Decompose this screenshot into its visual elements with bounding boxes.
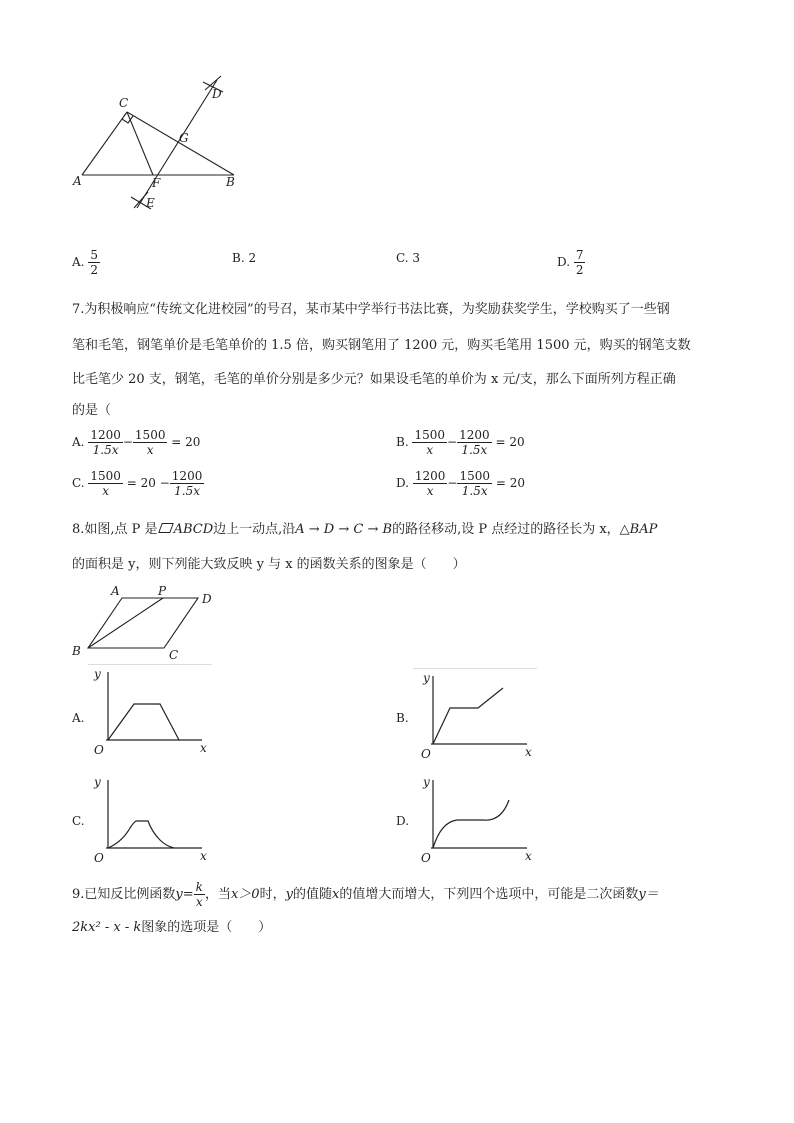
function-curve: [108, 704, 179, 740]
q8-option-a-label[interactable]: A.: [72, 711, 85, 725]
q8-line-2: 的面积是 y，则下列能大致反映 y 与 x 的函数关系的图象是（ ）: [72, 557, 466, 572]
q6-option-a[interactable]: [72, 248, 100, 277]
x-axis-label: x: [525, 849, 532, 863]
point-label-d: D: [212, 87, 222, 101]
y-axis-label: y: [94, 775, 101, 789]
option-fraction: $\frac{7}{2}$: [575, 248, 584, 277]
q8-option-b-label[interactable]: B.: [396, 711, 409, 725]
q7-line-2: 笔和毛笔，钢笔单价是毛笔单价的 1.5 倍，购买钢笔用了 1200 元，购买毛笔用 1500 元，购买的钢笔支数: [72, 338, 691, 353]
y-axis-label: y: [423, 671, 430, 685]
origin-label: O: [421, 851, 431, 864]
segment-bp: [88, 598, 163, 648]
fraction-2: $\frac{1500}{x}$: [134, 428, 166, 457]
q8-line-1: 8.如图,点 P 是 ABCD边上一动点,沿A → D → C → B的路径移动,设 P 点经过的路径长为 x，△BAP: [72, 522, 658, 537]
function-curve: [108, 821, 174, 848]
function-curve: [433, 688, 503, 744]
parallelogram-abcd: [88, 598, 198, 648]
q6-option-d[interactable]: [557, 248, 585, 277]
q9-line-2: 2kx² - x - k图象的选项是（ ）: [72, 920, 272, 935]
function-curve: [433, 800, 509, 848]
fraction-1: $\frac{1200}{x}$: [414, 469, 446, 498]
q8-option-b-graph[interactable]: [413, 668, 541, 760]
origin-label: O: [421, 747, 431, 760]
point-label-d: D: [202, 592, 212, 606]
point-label-e: E: [146, 196, 155, 210]
q8-option-d-label[interactable]: D.: [396, 814, 410, 828]
point-label-p: P: [158, 584, 167, 598]
option-letter: C.: [72, 476, 85, 490]
segment-cf: [127, 112, 153, 175]
fraction-2: $\frac{1200}{1.5x}$: [171, 469, 203, 498]
option-letter: D.: [557, 255, 571, 269]
q8-option-d-graph[interactable]: [413, 770, 541, 864]
point-label-f: F: [152, 176, 161, 190]
q6-option-b[interactable]: [232, 249, 256, 267]
geometry-figure: [60, 68, 260, 218]
option-letter: D.: [396, 476, 410, 490]
option-letter: B.: [232, 251, 245, 265]
point-label-c: C: [169, 648, 179, 662]
q7-option-a[interactable]: A. $\frac{1200}{1.5x}$ − $\frac{1500}{x}$ = 20: [72, 428, 201, 457]
x-axis-label: x: [200, 741, 207, 755]
q6-option-c[interactable]: [396, 249, 420, 267]
line-ed: [137, 80, 217, 208]
point-label-a: A: [111, 584, 120, 598]
fraction-2: $\frac{1500}{1.5x}$: [459, 469, 490, 498]
q8-option-a-graph[interactable]: [88, 664, 216, 756]
q8-option-c-label[interactable]: C.: [72, 814, 85, 828]
point-label-g: G: [179, 131, 189, 145]
point-label-a: A: [73, 174, 82, 188]
x-axis-label: x: [200, 849, 207, 863]
q7-line-1: 7.为积极响应“传统文化进校园”的号召，某市某中学举行书法比赛，为奖励获奖学生，学校购买了一些钢: [72, 302, 670, 317]
point-label-b: B: [72, 644, 81, 658]
option-value: 2: [248, 251, 257, 265]
point-label-b: B: [226, 175, 235, 189]
point-label-c: C: [119, 96, 129, 110]
fraction-k-over-x: $\frac{k}{x}$: [195, 880, 203, 909]
parallelogram-figure: [66, 582, 226, 666]
fraction-1: $\frac{1200}{1.5x}$: [90, 428, 121, 457]
option-fraction: $\frac{5}{2}$: [90, 248, 98, 277]
q9-line-1: 9.已知反比例函数y= $\frac{k}{x}$ ，当x＞0时，y的值随x的值增大而增大，下列四个选项中，可能是二次函数y＝: [72, 880, 659, 909]
q8-option-c-graph[interactable]: [88, 770, 216, 864]
option-letter: C.: [396, 251, 409, 265]
parallelogram-symbol: [158, 523, 174, 533]
y-axis-label: y: [94, 667, 101, 681]
origin-label: O: [94, 743, 104, 756]
q7-option-b[interactable]: B. $\frac{1500}{x}$ − $\frac{1200}{1.5x}$ = 20: [396, 428, 525, 457]
option-letter: A.: [72, 255, 85, 269]
fraction-1: $\frac{1500}{x}$: [90, 469, 121, 498]
option-value: 3: [412, 251, 421, 265]
origin-label: O: [94, 851, 104, 864]
q7-option-d[interactable]: D. $\frac{1200}{x}$ − $\frac{1500}{1.5x}$ = 20: [396, 469, 525, 498]
q7-line-4: 的是（: [72, 403, 112, 418]
fraction-1: $\frac{1500}{x}$: [414, 428, 446, 457]
y-axis-label: y: [423, 775, 430, 789]
fraction-2: $\frac{1200}{1.5x}$: [459, 428, 490, 457]
q7-line-3: 比毛笔少 20 支，钢笔，毛笔的单价分别是多少元？如果设毛笔的单价为 x 元/支，那么下面所列方程正确: [72, 372, 676, 387]
option-letter: B.: [396, 435, 409, 449]
q7-option-c[interactable]: C. $\frac{1500}{x}$ = 20 − $\frac{1200}{1.5x}$: [72, 469, 203, 498]
segment-ac: [82, 112, 127, 175]
option-letter: A.: [72, 435, 85, 449]
x-axis-label: x: [525, 745, 532, 759]
